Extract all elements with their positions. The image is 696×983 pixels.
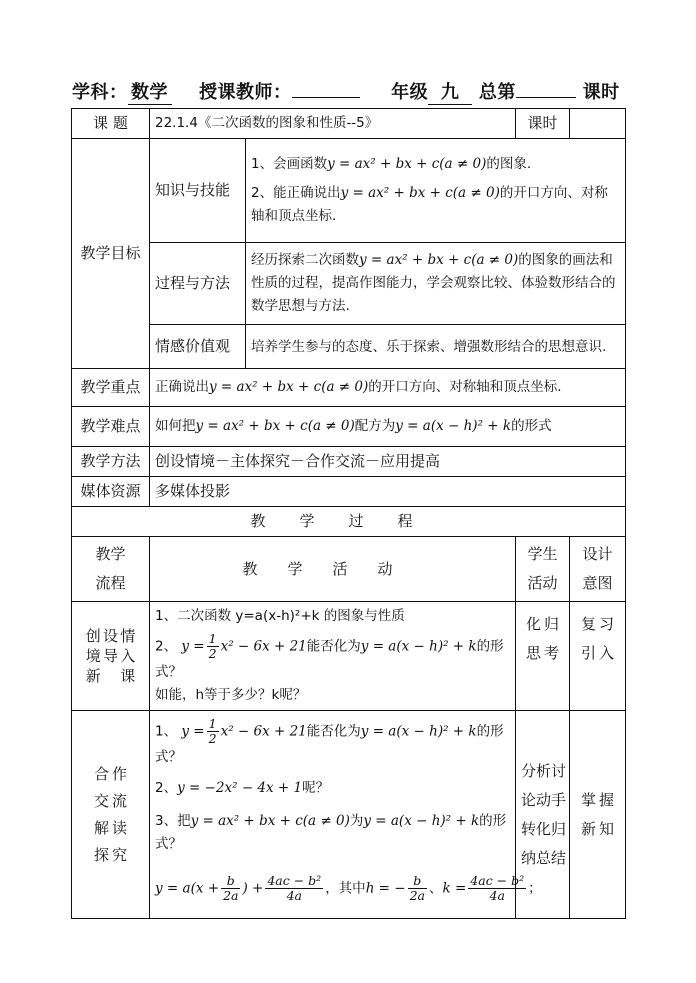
col-activity-header: 教学活动 <box>150 537 516 602</box>
row2-line3: 3、把y = ax² + bx + c(a ≠ 0)为y = a(x − h)² + k的形式？ <box>155 813 507 852</box>
half-fraction: $\frac{1}{2}$ <box>208 631 217 661</box>
process-method-content: 经历探索二次函数y = ax² + bx + c(a ≠ 0)的图象的画法和性质的过程，提高作图能力，学会观察比较、体验数形结合的数学思想与方法. <box>246 243 626 325</box>
row1-design: 复习引入 <box>570 602 626 711</box>
col-design-header: 设计意图 <box>570 537 626 602</box>
knowledge-item-1: 1、会画函数y = ax² + bx + c(a ≠ 0)的图象. <box>251 156 532 172</box>
teacher-label: 授课教师： <box>199 82 292 103</box>
row2-line1: 1、 y = $\frac{1}{2}$ x² − 6x + 21能否化为y = a(x − h)² + k的形式？ <box>155 716 504 765</box>
row2-line2: 2、y = −2x² − 4x + 1呢？ <box>155 780 330 796</box>
key-point-label: 教学重点 <box>72 369 150 407</box>
row1-line2: 2、 y = $\frac{1}{2}$ x² − 6x + 21能否化为y = a(x − h)² + k的形式？ <box>155 631 504 680</box>
row1-activity <box>150 602 516 711</box>
row2-design: 掌握新知 <box>570 711 626 919</box>
subject-value: 数学 <box>128 78 172 105</box>
row2-activity <box>150 711 542 919</box>
topic-value: 22.1.4《二次函数的图象和性质--5》 <box>150 109 516 139</box>
media-label: 媒体资源 <box>72 477 150 507</box>
page-header <box>72 78 632 108</box>
row2-student: 分析讨论动手转化归纳总结 <box>516 711 570 919</box>
knowledge-label: 知识与技能 <box>150 139 246 243</box>
difficulty-content: 如何把y = ax² + bx + c(a ≠ 0)配方为y = a(x − h)² + k的形式 <box>150 407 626 447</box>
grade-value: 九 <box>428 78 472 105</box>
media-content: 多媒体投影 <box>150 477 626 507</box>
emotion-content: 培养学生参与的态度、乐于探索、增强数形结合的思想意识. <box>246 325 626 369</box>
process-method-label: 过程与方法 <box>150 243 246 325</box>
col-student-header: 学生活动 <box>516 537 570 602</box>
subject-label: 学科： <box>72 82 128 103</box>
row1-student: 化归思考 <box>516 602 570 711</box>
grade-label: 年级 <box>391 82 429 103</box>
col-flow-header: 教学流程 <box>72 537 150 602</box>
knowledge-content <box>246 139 626 243</box>
row2-flow: 合作交流解读探究 <box>72 711 150 919</box>
key-point-content: 正确说出y = ax² + bx + c(a ≠ 0)的开口方向、对称轴和顶点坐标. <box>150 369 626 407</box>
process-title: 教学过程 <box>72 507 626 537</box>
objectives-label: 教学目标 <box>72 139 150 369</box>
topic-label: 课 题 <box>72 109 150 139</box>
row1-line3: 如能，h等于多少？k呢？ <box>155 687 307 703</box>
hours-label: 课时 <box>516 109 570 139</box>
emotion-label: 情感价值观 <box>150 325 246 369</box>
half-fraction-2: $\frac{1}{2}$ <box>208 716 217 746</box>
row2-line4: y = a(x + $\frac{b}{2a}$ ) + $\frac{\text{4ac − b²}}{4a}$ ，其中h = − $\frac{b}{2a}$ 、k = $\frac{\text{4ac − b²}}{4a}$ ； <box>155 873 542 903</box>
lesson-plan-table <box>71 108 626 919</box>
method-label: 教学方法 <box>72 447 150 477</box>
hours-value <box>570 109 626 139</box>
method-content: 创设情境－主体探究－合作交流－应用提高 <box>150 447 626 477</box>
teacher-value <box>292 97 360 98</box>
row1-flow: 创设情境导入新课 <box>72 602 150 711</box>
row1-line1: 1、二次函数 y=a(x-h)²+k 的图象与性质 <box>155 608 405 624</box>
knowledge-item-2: 2、能正确说出y = ax² + bx + c(a ≠ 0)的开口方向、对称轴和顶点坐标. <box>251 185 608 224</box>
lesson-label: 课时 <box>582 82 620 103</box>
total-label: 总第 <box>478 82 516 103</box>
total-value <box>516 97 576 98</box>
difficulty-label: 教学难点 <box>72 407 150 447</box>
